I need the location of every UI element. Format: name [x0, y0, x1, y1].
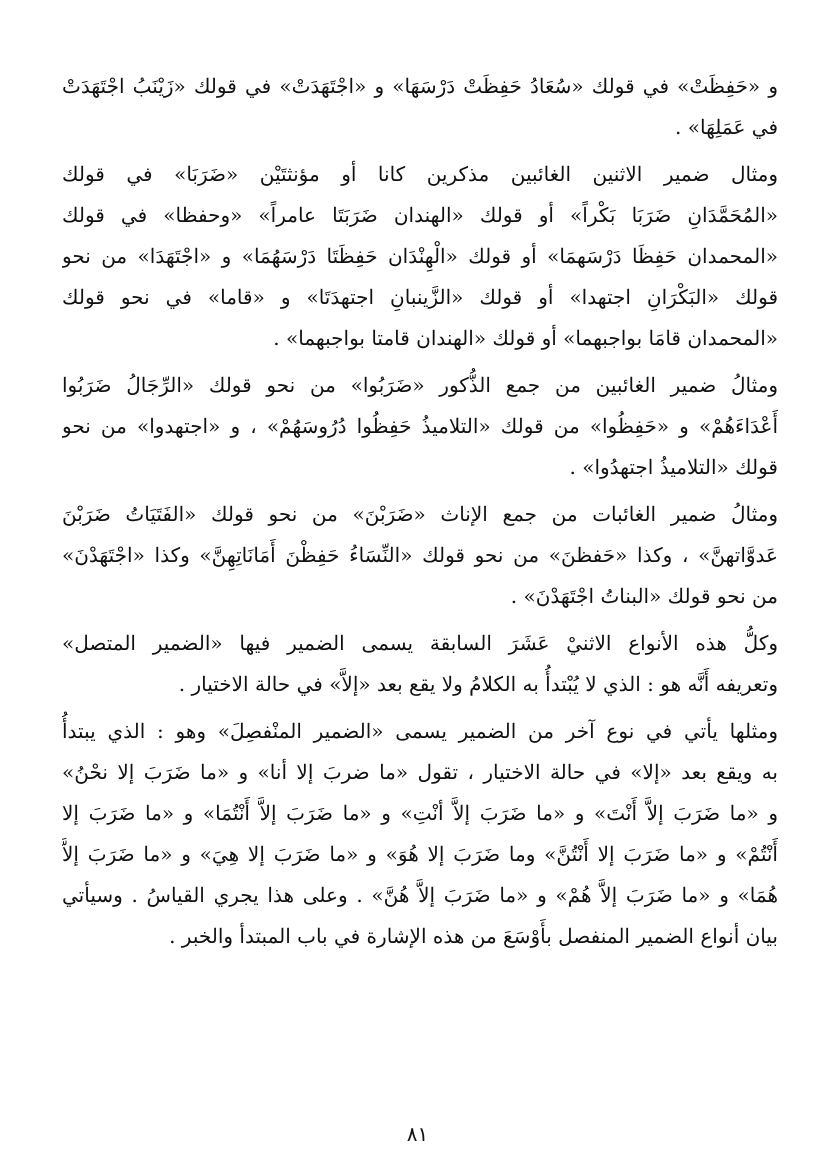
- text-line: «المحمدان حَفِظَا دَرْسَهمَا» أو قولك «الْهِنْدَان حَفِظَتَا دَرْسَهُمَا» و «اجْتَهَدَا» من نحو: [62, 244, 778, 268]
- paragraph-5: [62, 623, 778, 705]
- paragraph-1: [62, 66, 778, 148]
- text-line: من نحو قولك «البناتُ اجْتَهَدْنَ» .: [510, 584, 778, 608]
- page-number: ٨١: [406, 1122, 429, 1146]
- paragraph-2: [62, 154, 778, 359]
- paragraph-6: [62, 711, 778, 957]
- text-line: أَعْدَاءَهُمْ» و «حَفِظُوا» من قولك «التلاميذُ حَفِظُوا دُرُوسَهُمْ» ، و «اجتهدوا» من نحو: [62, 414, 778, 438]
- text-line: عَدوَّاتهنَّ» ، وكذا «حَفظنَ» من نحو قولك «النِّسَاءُ حَفِظْنَ أَمَانَاتِهِنَّ» وكذا «اجْتَهَدْنَ»: [62, 543, 778, 567]
- text-line: ومثالُ ضمير الغائبات من جمع الإناث «ضَرَبْنَ» من نحو قولك «الفَتَيَاتُ ضَرَبْنَ: [62, 502, 778, 526]
- text-line: «المُحَمَّدَانِ ضَرَبَا بَكْراً» أو قولك «الهندان ضَرَبَتَا عامراً» «وحفظا» في قولك: [62, 203, 778, 227]
- text-line: أَنْتُمْ» و «ما ضَرَبَ إلا أَنْتُنَّ» وما ضَرَبَ إلا هُوَ» و «ما ضَرَبَ إلا هِيَ» و «ما ضَرَبَ إلاَّ: [62, 842, 778, 866]
- text-line: في عَمَلِهَا» .: [675, 115, 778, 139]
- text-line: و «ما ضَرَبَ إلاَّ أَنْتَ» و «ما ضَرَبَ إلاَّ أنْتِ» و «ما ضَرَبَ إلاَّ أَنْتُمَا» و «ما ضَرَبَ إلا: [62, 801, 778, 825]
- text-line: هُمَا» و «ما ضَرَبَ إلاَّ هُمْ» و «ما ضَرَبَ إلاَّ هُنَّ» . وعلى هذا يجري القياسُ . وسيأتي: [62, 883, 778, 907]
- text-line: ومثال ضمير الاثنين الغائبين مذكرين كانا أو مؤنثتَيْن «ضَرَبَا» في قولك: [62, 162, 778, 186]
- text-line: بيان أنواع الضمير المنفصل بأَوْسَعَ من هذه الإشارة في باب المبتدأ والخبر .: [169, 924, 778, 948]
- text-line: «المحمدان قامَا بواجبهما» أو قولك «الهندان قامتا بواجبهما» .: [273, 326, 778, 350]
- paragraph-4: [62, 494, 778, 617]
- page-body: [62, 66, 778, 963]
- text-line: وكلُّ هذه الأنواع الاثنيْ عَشَرَ السابقة يسمى الضمير فيها «الضمير المتصل»: [62, 631, 778, 655]
- text-line: قولك «البَكْرَانِ اجتهدا» أو قولك «الزَّينبانِ اجتهدَتَا» و «قاما» في نحو قولك: [62, 285, 778, 309]
- paragraph-3: [62, 365, 778, 488]
- text-line: وتعريفه أَنَّه هو : الذي لا يُبْتدأُ به الكلامُ ولا يقع بعد «إلاَّ» في حالة الاختيار .: [178, 672, 778, 696]
- text-line: ومثالُ ضمير الغائبين من جمع الذُّكور «ضَرَبُوا» من نحو قولك «الرِّجَالُ ضَرَبُوا: [62, 373, 778, 397]
- text-line: و «حَفِظَتْ» في قولك «سُعَادُ حَفِظَتْ دَرْسَهَا» و «اجْتَهَدَتْ» في قولك «زَيْنَبُ اجْتَهَدَتْ: [62, 74, 778, 98]
- text-line: ومثلها يأتي في نوع آخر من الضمير يسمى «الضمير المنْفصِلَ» وهو : الذي يبتدأُ: [62, 719, 778, 743]
- text-line: به ويقع بعد «إلا» في حالة الاختيار ، تقول «ما ضربَ إلا أنا» و «ما ضَرَبَ إلا نحْنُ»: [62, 760, 778, 784]
- text-line: قولك «التلاميذُ اجتهدُوا» .: [569, 455, 778, 479]
